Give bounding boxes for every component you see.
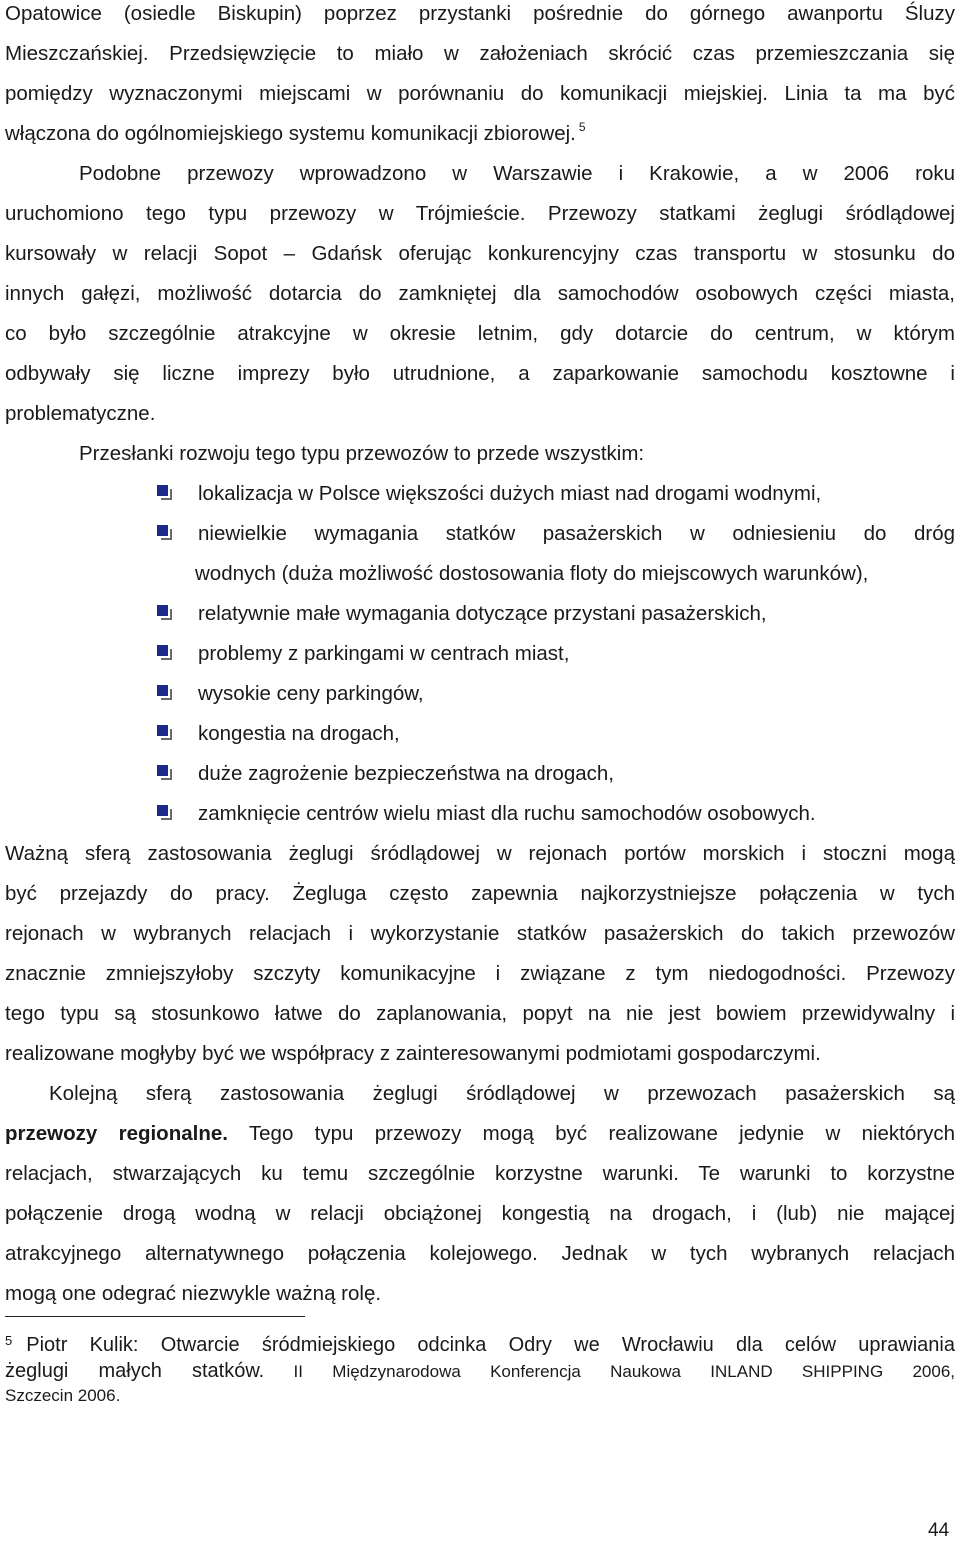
body-text-line: pomiędzy wyznaczonymi miejscami w porównaniu do komunikacji miejskiej. Linia ta ma być <box>5 82 955 105</box>
list-item: kongestia na drogach, <box>198 722 400 745</box>
body-text-line: rejonach w wybranych relacjach i wykorzystanie statków pasażerskich do takich przewozów <box>5 922 955 945</box>
body-text-line: uruchomiono tego typu przewozy w Trójmieście. Przewozy statkami żeglugi śródlądowej <box>5 202 955 225</box>
square-bullet-icon <box>157 525 172 540</box>
body-text: Tego typu przewozy mogą być realizowane jedynie w niektórych <box>227 1122 956 1145</box>
footnote-line: Szczecin 2006. <box>5 1386 121 1405</box>
footnote-separator <box>5 1316 305 1317</box>
footnote-text: II Międzynarodowa Konferencja Naukowa INLAND SHIPPING 2006, <box>264 1362 955 1381</box>
footnote-mark: 5 <box>5 1333 13 1348</box>
body-text-line: tego typu są stosunkowo łatwe do zaplanowania, popyt na nie jest bowiem przewidywalny i <box>5 1002 955 1025</box>
list-item-continuation: wodnych (duża możliwość dostosowania floty do miejscowych warunków), <box>195 562 869 585</box>
list-item: lokalizacja w Polsce większości dużych miast nad drogami wodnymi, <box>198 482 822 505</box>
list-item: niewielkie wymagania statków pasażerskich w odniesieniu do dróg <box>198 522 955 545</box>
body-text-line: być przejazdy do pracy. Żegluga często zapewnia najkorzystniejsze połączenia w tych <box>5 882 955 905</box>
body-text-line: Mieszczańskiej. Przedsięwzięcie to miało w założeniach skrócić czas przemieszczania się <box>5 42 955 65</box>
bold-term: przewozy regionalne. <box>5 1122 228 1145</box>
footnote-reference[interactable]: 5 <box>578 120 586 134</box>
body-text-line: Podobne przewozy wprowadzono w Warszawie i Krakowie, a w 2006 roku <box>79 162 955 185</box>
footnote-line <box>5 1359 955 1384</box>
body-text-line: znacznie zmniejszyłoby szczyty komunikacyjne i związane z tym niedogodności. Przewozy <box>5 962 955 985</box>
body-text-line: Kolejną sferą zastosowania żeglugi śródlądowej w przewozach pasażerskich są <box>49 1082 955 1105</box>
footnote-text: Piotr Kulik: Otwarcie śródmiejskiego odcinka Odry we Wrocławiu dla celów uprawiania <box>26 1334 955 1356</box>
list-item: zamknięcie centrów wielu miast dla ruchu samochodów osobowych. <box>198 802 816 825</box>
footnote-line <box>5 1333 955 1359</box>
list-item: wysokie ceny parkingów, <box>198 682 424 705</box>
square-bullet-icon <box>157 485 172 500</box>
list-intro: Przesłanki rozwoju tego typu przewozów to przede wszystkim: <box>79 442 645 465</box>
body-text-line <box>5 1122 955 1146</box>
square-bullet-icon <box>157 725 172 740</box>
body-text-line: atrakcyjnego alternatywnego połączenia kolejowego. Jednak w tych wybranych relacjach <box>5 1242 955 1265</box>
body-text-line <box>5 122 955 148</box>
square-bullet-icon <box>157 645 172 660</box>
body-text-line: relacjach, stwarzających ku temu szczególnie korzystne warunki. Te warunki to korzystne <box>5 1162 955 1185</box>
body-text-line: realizowane mogłyby być we współpracy z zainteresowanymi podmiotami gospodarczymi. <box>5 1042 821 1065</box>
list-item: problemy z parkingami w centrach miast, <box>198 642 570 665</box>
square-bullet-icon <box>157 805 172 820</box>
body-text: włączona do ogólnomiejskiego systemu komunikacji zbiorowej. <box>5 122 576 145</box>
footnote-text: żeglugi małych statków. <box>5 1360 265 1382</box>
body-text-line: Ważną sferą zastosowania żeglugi śródlądowej w rejonach portów morskich i stoczni mogą <box>5 842 955 865</box>
square-bullet-icon <box>157 605 172 620</box>
body-text-line: co było szczególnie atrakcyjne w okresie letnim, gdy dotarcie do centrum, w którym <box>5 322 955 345</box>
body-text-line: kursowały w relacji Sopot – Gdańsk oferując konkurencyjny czas transportu w stosunku do <box>5 242 955 265</box>
page-number: 44 <box>928 1520 950 1541</box>
list-item: duże zagrożenie bezpieczeństwa na drogach, <box>198 762 614 785</box>
body-text-line: Opatowice (osiedle Biskupin) poprzez przystanki pośrednie do górnego awanportu Śluzy <box>5 2 955 25</box>
body-text-line: odbywały się liczne imprezy było utrudnione, a zaparkowanie samochodu kosztowne i <box>5 362 955 385</box>
body-text-line: połączenie drogą wodną w relacji obciążonej kongestią na drogach, i (lub) nie mającej <box>5 1202 955 1225</box>
square-bullet-icon <box>157 765 172 780</box>
body-text-line: mogą one odegrać niezwykle ważną rolę. <box>5 1282 382 1305</box>
list-item: relatywnie małe wymagania dotyczące przystani pasażerskich, <box>198 602 767 625</box>
body-text-line: innych gałęzi, możliwość dotarcia do zamkniętej dla samochodów osobowych części miasta, <box>5 282 955 305</box>
square-bullet-icon <box>157 685 172 700</box>
body-text-line: problematyczne. <box>5 402 156 425</box>
